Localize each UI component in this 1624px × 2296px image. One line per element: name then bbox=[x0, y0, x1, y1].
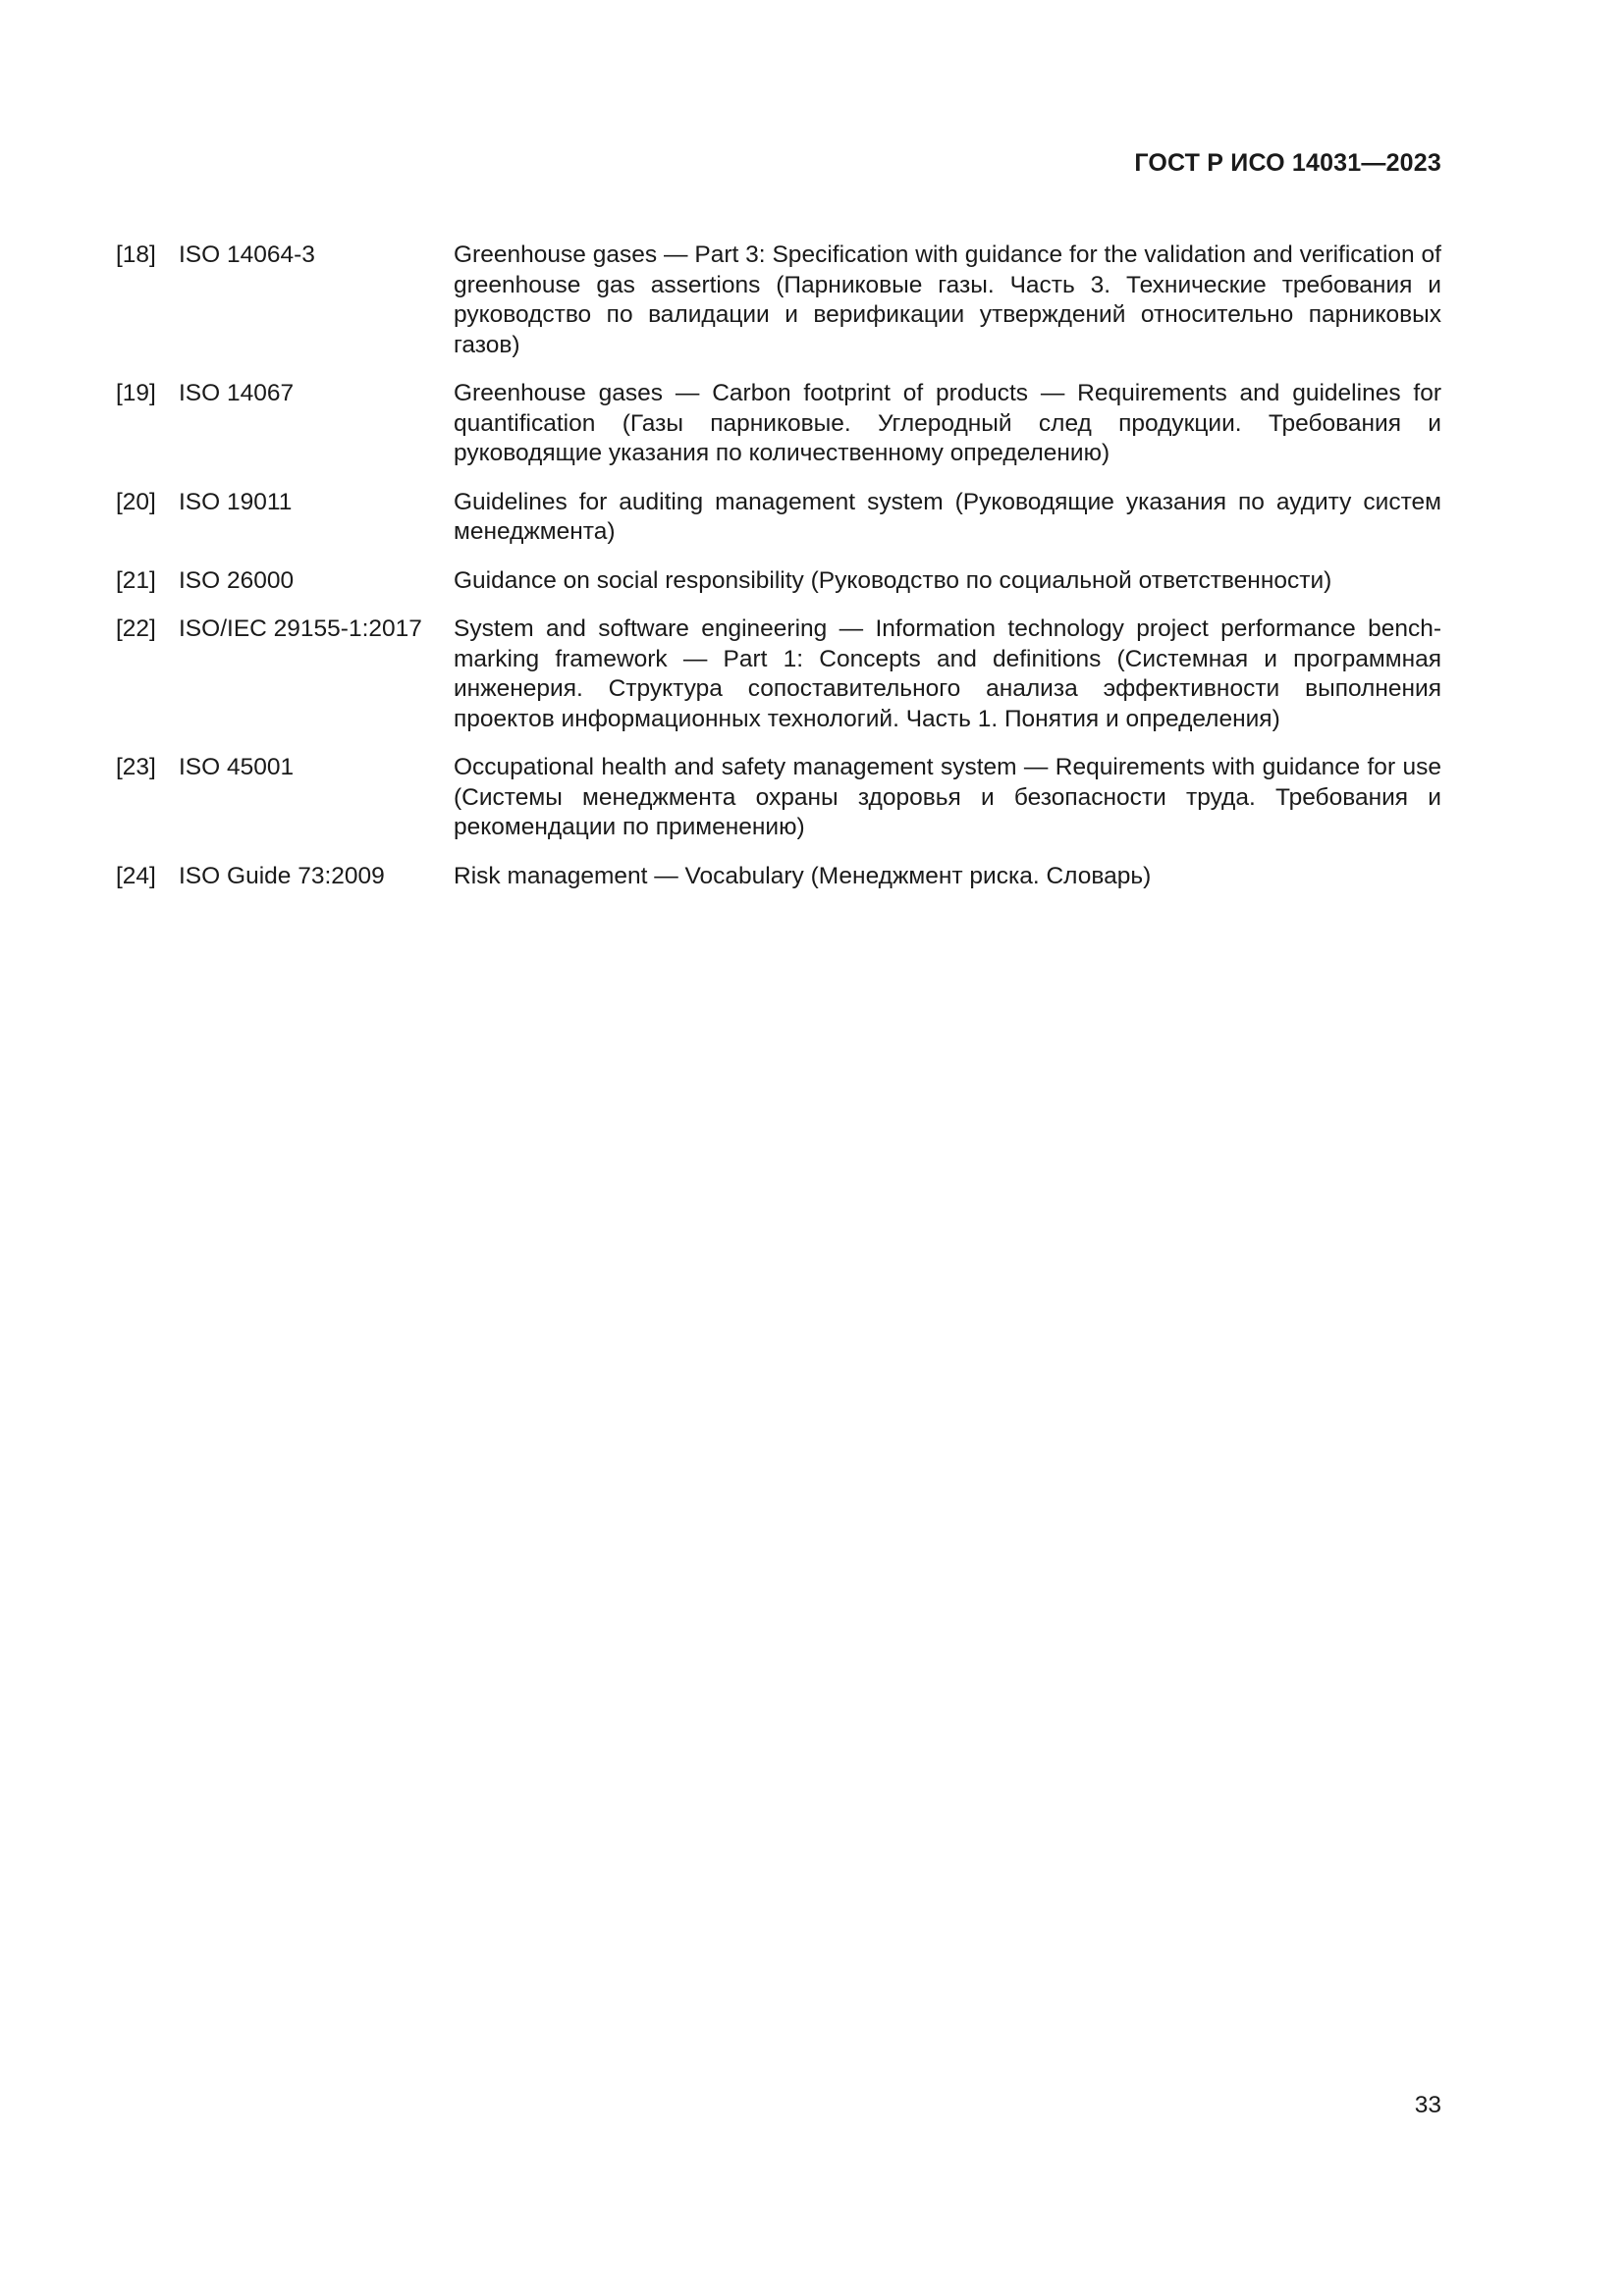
entry-title: Guidance on social responsibility (Руководство по социальной ответственности) bbox=[454, 566, 1332, 594]
bibliography-entry-18 bbox=[116, 240, 1441, 360]
entry-code: ISO 45001 bbox=[179, 754, 295, 780]
entry-number: [20] bbox=[116, 488, 156, 515]
entry-code: ISO/IEC 29155-1:2017 bbox=[179, 615, 422, 642]
entry-number: [21] bbox=[116, 566, 156, 594]
bibliography-entry-24 bbox=[116, 862, 1441, 892]
entry-title: System and software engineering — Information technology project performance benchmarking framework — Part 1: Concepts and definitions (Системная и программная инженерия. Структура сопоставительного анализа эффективности выполнения проектов информационных технологий. Часть 1. Понятия и определения) bbox=[454, 615, 1441, 732]
entry-code: ISO 19011 bbox=[179, 488, 293, 515]
bibliography-entry-19 bbox=[116, 379, 1441, 469]
entry-code: ISO 14064-3 bbox=[179, 241, 315, 268]
entry-number: [24] bbox=[116, 862, 156, 889]
entry-title: Greenhouse gases — Carbon footprint of products — Requirements and guidelines for quantification (Газы парниковые. Углеродный след продукции. Требования и руководящие указания по количественному определению) bbox=[454, 380, 1441, 466]
document-header: ГОСТ Р ИСО 14031—2023 bbox=[1134, 149, 1441, 177]
bibliography-list bbox=[116, 240, 1441, 910]
entry-code: ISO Guide 73:2009 bbox=[179, 862, 385, 889]
entry-title: Greenhouse gases — Part 3: Specification with guidance for the validation and verification of greenhouse gas assertions (Парниковые газы. Часть 3. Технические требования и руководство по валидации и верификации утверждений относительно парниковых газов) bbox=[454, 241, 1441, 358]
entry-code: ISO 26000 bbox=[179, 566, 295, 594]
entry-title: Occupational health and safety management system — Requirements with guidance for use (Системы менеджмента охраны здоровья и безопасности труда. Требования и рекомендации по применению) bbox=[454, 754, 1441, 840]
entry-title: Guidelines for auditing management system (Руководящие указания по аудиту систем менеджмента) bbox=[454, 488, 1441, 545]
bibliography-entry-23 bbox=[116, 753, 1441, 843]
bibliography-entry-22 bbox=[116, 614, 1441, 734]
bibliography-entry-21 bbox=[116, 566, 1441, 597]
page-number: 33 bbox=[1414, 2092, 1441, 2118]
entry-code: ISO 14067 bbox=[179, 380, 295, 406]
entry-number: [23] bbox=[116, 754, 156, 780]
entry-number: [18] bbox=[116, 241, 156, 268]
entry-title: Risk management — Vocabulary (Менеджмент риска. Словарь) bbox=[454, 862, 1152, 889]
entry-number: [22] bbox=[116, 615, 156, 642]
entry-number: [19] bbox=[116, 380, 156, 406]
bibliography-entry-20 bbox=[116, 488, 1441, 548]
